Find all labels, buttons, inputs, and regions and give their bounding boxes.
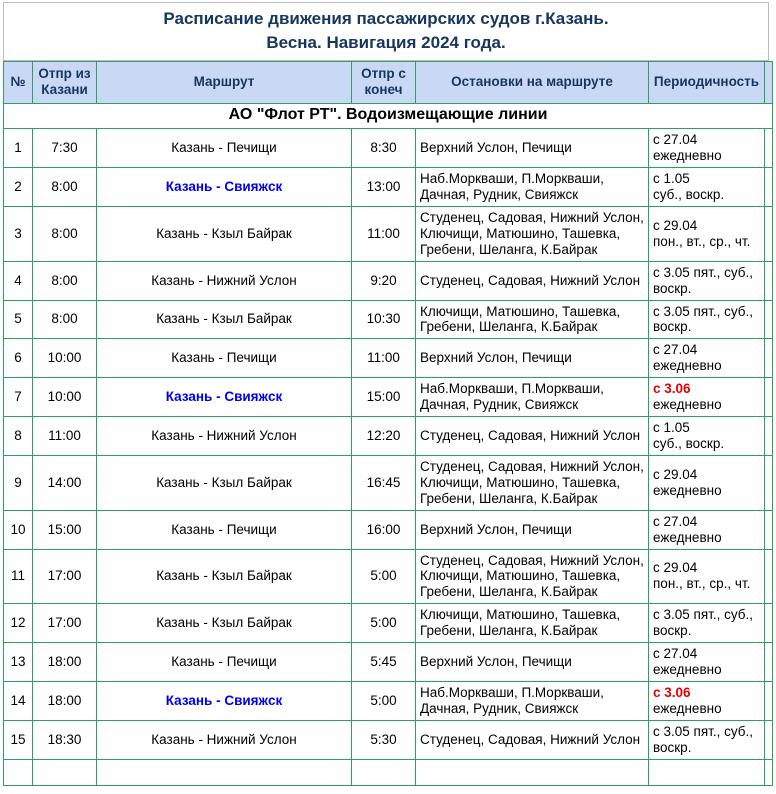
cutoff-column-cell: [765, 604, 773, 643]
periodicity-cell: [649, 261, 765, 300]
row-number: 11: [4, 549, 33, 604]
route-stops: Студенец, Садовая, Нижний Услон, Ключищи, Матюшино, Ташевка, Гребени, Шеланга, К.Байрак: [416, 206, 649, 261]
periodicity-start-date: с 27.04: [653, 342, 698, 358]
schedule-row: [4, 129, 773, 168]
departure-from-terminus-time: 10:30: [352, 300, 416, 339]
schedule-row: [4, 643, 773, 682]
periodicity-days: ежедневно: [653, 662, 722, 678]
col-header-number: №: [4, 61, 33, 104]
row-number: 12: [4, 604, 33, 643]
cutoff-column-cell: [765, 643, 773, 682]
periodicity-cell: [649, 206, 765, 261]
route-stops: Ключищи, Матюшино, Ташевка, Гребени, Шеланга, К.Байрак: [416, 604, 649, 643]
page-title: [3, 2, 769, 61]
periodicity-start-date: с 27.04: [653, 646, 698, 662]
route-stops: Студенец, Садовая, Нижний Услон, Ключищи, Матюшино, Ташевка, Гребени, Шеланга, К.Байрак: [416, 549, 649, 604]
empty-cell: [649, 759, 765, 785]
departure-from-kazan-time: 17:00: [33, 549, 97, 604]
route-stops: Наб.Моркваши, П.Моркваши, Дачная, Рудник, Свияжск: [416, 168, 649, 207]
page-title-line-1: Расписание движения пассажирских судов г.Казань.: [163, 9, 609, 28]
departure-from-kazan-time: 11:00: [33, 417, 97, 456]
departure-from-kazan-time: 18:00: [33, 643, 97, 682]
departure-from-kazan-time: 18:00: [33, 681, 97, 720]
cutoff-column-cell: [765, 455, 773, 510]
periodicity-start-date: с 3.05 пят., суб.,: [653, 723, 753, 739]
cutoff-column-cell: [765, 129, 773, 168]
route-name: Казань - Печищи: [97, 510, 352, 549]
periodicity-cell: [649, 417, 765, 456]
departure-from-terminus-time: 5:00: [352, 549, 416, 604]
route-stops: Студенец, Садовая, Нижний Услон, Ключищи, Матюшино, Ташевка, Гребени, Шеланга, К.Байрак: [416, 455, 649, 510]
periodicity-days: ежедневно: [653, 482, 722, 498]
schedule-row: [4, 261, 773, 300]
route-name: Казань - Печищи: [97, 643, 352, 682]
schedule-row: [4, 549, 773, 604]
schedule-row: [4, 604, 773, 643]
periodicity-cell: [649, 378, 765, 417]
row-number: 15: [4, 720, 33, 759]
periodicity-start-date: с 3.05 пят., суб.,: [653, 264, 753, 280]
periodicity-cell: [649, 643, 765, 682]
cutoff-column-cell: [765, 378, 773, 417]
cutoff-column-cell: [765, 339, 773, 378]
empty-cell: [4, 759, 33, 785]
schedule-row: [4, 417, 773, 456]
row-number: 1: [4, 129, 33, 168]
periodicity-days: воскр.: [653, 739, 692, 755]
periodicity-cell: [649, 549, 765, 604]
periodicity-days: воскр.: [653, 280, 692, 296]
cutoff-column-cell: [765, 720, 773, 759]
schedule-row: [4, 300, 773, 339]
empty-cell: [97, 759, 352, 785]
row-number: 10: [4, 510, 33, 549]
route-stops: Верхний Услон, Печищи: [416, 643, 649, 682]
route-name[interactable]: Казань - Свияжск: [97, 681, 352, 720]
schedule-row: [4, 378, 773, 417]
departure-from-terminus-time: 5:30: [352, 720, 416, 759]
col-header-periodicity: Периодичность: [649, 61, 765, 104]
departure-from-kazan-time: 8:00: [33, 168, 97, 207]
row-number: 9: [4, 455, 33, 510]
cutoff-column-cell: [765, 168, 773, 207]
schedule-row: [4, 510, 773, 549]
periodicity-days: суб., воскр.: [653, 186, 725, 202]
departure-from-kazan-time: 10:00: [33, 378, 97, 417]
route-stops: Верхний Услон, Печищи: [416, 510, 649, 549]
route-stops: Наб.Моркваши, П.Моркваши, Дачная, Рудник, Свияжск: [416, 681, 649, 720]
periodicity-start-date: с 27.04: [653, 513, 698, 529]
empty-cell: [33, 759, 97, 785]
departure-from-kazan-time: 17:00: [33, 604, 97, 643]
departure-from-terminus-time: 5:00: [352, 604, 416, 643]
cutoff-column-cell: [765, 681, 773, 720]
route-stops: Студенец, Садовая, Нижний Услон: [416, 417, 649, 456]
periodicity-days: пон., вт., ср., чт.: [653, 233, 751, 249]
schedule-row: [4, 681, 773, 720]
route-name[interactable]: Казань - Свияжск: [97, 378, 352, 417]
periodicity-days: ежедневно: [653, 397, 722, 413]
periodicity-days: пон., вт., ср., чт.: [653, 576, 751, 592]
empty-cell: [416, 759, 649, 785]
schedule-row: [4, 206, 773, 261]
schedule-row: [4, 720, 773, 759]
schedule-table: [3, 61, 773, 786]
row-number: 7: [4, 378, 33, 417]
schedule-row: [4, 455, 773, 510]
cutoff-column-cell: [765, 510, 773, 549]
route-stops: Ключищи, Матюшино, Ташевка, Гребени, Шеланга, К.Байрак: [416, 300, 649, 339]
periodicity-cell: [649, 129, 765, 168]
row-number: 14: [4, 681, 33, 720]
col-header-stops: Остановки на маршруте: [416, 61, 649, 104]
col-header-depart-kazan: Отпр из Казани: [33, 61, 97, 104]
periodicity-days: ежедневно: [653, 148, 722, 164]
section-row: [4, 104, 773, 129]
periodicity-cell: [649, 339, 765, 378]
periodicity-cell: [649, 681, 765, 720]
departure-from-terminus-time: 13:00: [352, 168, 416, 207]
route-name: Казань - Кзыл Байрак: [97, 549, 352, 604]
route-name: Казань - Нижний Услон: [97, 417, 352, 456]
route-stops: Студенец, Садовая, Нижний Услон: [416, 720, 649, 759]
periodicity-cell: [649, 300, 765, 339]
col-header-route: Маршрут: [97, 61, 352, 104]
page-title-line-2: Весна. Навигация 2024 года.: [266, 32, 506, 52]
route-name: Казань - Кзыл Байрак: [97, 206, 352, 261]
departure-from-kazan-time: 15:00: [33, 510, 97, 549]
schedule-row: [4, 168, 773, 207]
departure-from-terminus-time: 8:30: [352, 129, 416, 168]
periodicity-start-date: с 29.04: [653, 560, 698, 576]
header-row: [4, 61, 773, 104]
row-number: 3: [4, 206, 33, 261]
row-number: 13: [4, 643, 33, 682]
periodicity-start-date: с 29.04: [653, 217, 698, 233]
periodicity-days: суб., воскр.: [653, 435, 725, 451]
departure-from-terminus-time: 15:00: [352, 378, 416, 417]
cutoff-column-cell: [765, 417, 773, 456]
col-header-cutoff: [765, 61, 773, 104]
section-title: АО "Флот РТ". Водоизмещающие линии: [4, 104, 773, 129]
route-name: Казань - Нижний Услон: [97, 261, 352, 300]
route-name: Казань - Кзыл Байрак: [97, 300, 352, 339]
periodicity-start-date: с 1.05: [653, 420, 690, 436]
periodicity-start-date: с 27.04: [653, 132, 698, 148]
cutoff-column-cell: [765, 261, 773, 300]
empty-cell: [352, 759, 416, 785]
row-number: 4: [4, 261, 33, 300]
route-name: Казань - Печищи: [97, 339, 352, 378]
departure-from-terminus-time: 16:00: [352, 510, 416, 549]
periodicity-cell: [649, 510, 765, 549]
periodicity-days: ежедневно: [653, 529, 722, 545]
route-name: Казань - Кзыл Байрак: [97, 455, 352, 510]
cutoff-column-cell: [765, 206, 773, 261]
route-name: Казань - Печищи: [97, 129, 352, 168]
route-name: Казань - Кзыл Байрак: [97, 604, 352, 643]
periodicity-start-date: с 3.06: [653, 684, 691, 700]
departure-from-terminus-time: 11:00: [352, 339, 416, 378]
route-stops: Наб.Моркваши, П.Моркваши, Дачная, Рудник, Свияжск: [416, 378, 649, 417]
periodicity-days: ежедневно: [653, 358, 722, 374]
periodicity-days: воскр.: [653, 623, 692, 639]
departure-from-kazan-time: 18:30: [33, 720, 97, 759]
route-name: Казань - Нижний Услон: [97, 720, 352, 759]
departure-from-terminus-time: 11:00: [352, 206, 416, 261]
departure-from-kazan-time: 8:00: [33, 206, 97, 261]
row-number: 8: [4, 417, 33, 456]
route-name[interactable]: Казань - Свияжск: [97, 168, 352, 207]
periodicity-start-date: с 29.04: [653, 466, 698, 482]
departure-from-terminus-time: 12:20: [352, 417, 416, 456]
route-stops: Верхний Услон, Печищи: [416, 129, 649, 168]
departure-from-terminus-time: 16:45: [352, 455, 416, 510]
periodicity-cell: [649, 168, 765, 207]
periodicity-cell: [649, 455, 765, 510]
departure-from-kazan-time: 7:30: [33, 129, 97, 168]
periodicity-start-date: с 1.05: [653, 171, 690, 187]
schedule-row: [4, 339, 773, 378]
row-number: 5: [4, 300, 33, 339]
cutoff-column-cell: [765, 300, 773, 339]
periodicity-days: ежедневно: [653, 700, 722, 716]
departure-from-terminus-time: 5:00: [352, 681, 416, 720]
col-header-depart-terminus: Отпр с конеч: [352, 61, 416, 104]
cutoff-column-cell: [765, 549, 773, 604]
departure-from-kazan-time: 10:00: [33, 339, 97, 378]
periodicity-cell: [649, 720, 765, 759]
periodicity-start-date: с 3.05 пят., суб.,: [653, 303, 753, 319]
departure-from-kazan-time: 14:00: [33, 455, 97, 510]
periodicity-start-date: с 3.05 пят., суб.,: [653, 607, 753, 623]
departure-from-kazan-time: 8:00: [33, 300, 97, 339]
route-stops: Студенец, Садовая, Нижний Услон: [416, 261, 649, 300]
periodicity-start-date: с 3.06: [653, 381, 691, 397]
row-number: 6: [4, 339, 33, 378]
empty-cell: [765, 759, 773, 785]
row-number: 2: [4, 168, 33, 207]
departure-from-kazan-time: 8:00: [33, 261, 97, 300]
departure-from-terminus-time: 9:20: [352, 261, 416, 300]
route-stops: Верхний Услон, Печищи: [416, 339, 649, 378]
periodicity-days: воскр.: [653, 319, 692, 335]
partial-cutoff-row: [4, 759, 773, 785]
periodicity-cell: [649, 604, 765, 643]
departure-from-terminus-time: 5:45: [352, 643, 416, 682]
